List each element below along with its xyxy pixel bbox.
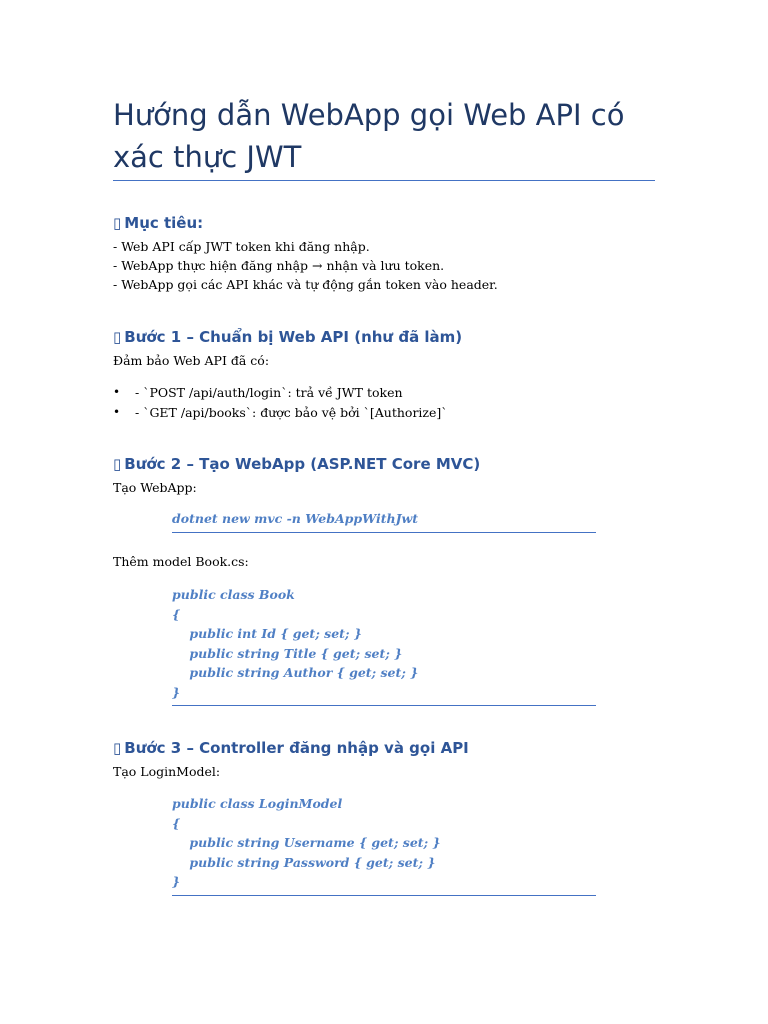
code-line: public string Password { get; set; }	[172, 854, 436, 870]
list-item-text: - `GET /api/books`: được bảo vệ bởi `[Authorize]`	[135, 404, 448, 420]
code-line: }	[172, 874, 181, 889]
step2-heading-text: Bước 2 – Tạo WebApp (ASP.NET Core MVC)	[124, 455, 481, 473]
missing-glyph-icon: ▯	[113, 455, 122, 473]
code-line: public class Book	[172, 587, 295, 602]
missing-glyph-icon: ▯	[113, 328, 122, 346]
step2-model-intro: Thêm model Book.cs:	[113, 554, 249, 569]
goal-line: - Web API cấp JWT token khi đăng nhập.	[113, 239, 370, 254]
code-line: public int Id { get; set; }	[172, 626, 362, 641]
code-block-book-model	[172, 585, 596, 706]
step1-heading	[113, 328, 462, 346]
step2-intro: Tạo WebApp:	[113, 480, 197, 495]
goal-line: - WebApp gọi các API khác và tự động gắn token vào header.	[113, 277, 498, 292]
goal-line: - WebApp thực hiện đăng nhập → nhận và lưu token.	[113, 258, 445, 273]
code-block-create-webapp	[172, 509, 596, 533]
step3-heading-text: Bước 3 – Controller đăng nhập và gọi API	[124, 739, 469, 757]
code-line: public string Username { get; set; }	[172, 835, 441, 850]
code-line: {	[172, 606, 181, 622]
goal-heading-text: Mục tiêu:	[124, 214, 204, 232]
step1-heading-text: Bước 1 – Chuẩn bị Web API (như đã làm)	[124, 328, 463, 346]
code-line: }	[172, 684, 181, 700]
step3-intro: Tạo LoginModel:	[113, 764, 221, 779]
list-item-text: - `POST /api/auth/login`: trả về JWT token	[135, 385, 403, 400]
code-line: dotnet new mvc -n WebAppWithJwt	[172, 511, 419, 526]
missing-glyph-icon: ▯	[113, 214, 122, 232]
bullet-icon: •	[113, 385, 121, 399]
step1-bullet-list	[113, 383, 448, 422]
code-line: {	[172, 815, 181, 831]
step1-intro: Đảm bảo Web API đã có:	[113, 353, 270, 368]
document-title: Hướng dẫn WebApp gọi Web API có xác thực JWT	[113, 98, 625, 174]
goal-heading	[113, 214, 203, 232]
code-line: public string Title { get; set; }	[172, 645, 403, 661]
list-item	[113, 383, 448, 403]
code-line: public string Author { get; set; }	[172, 665, 419, 680]
step3-heading	[113, 739, 469, 757]
list-item	[113, 403, 448, 423]
title-underline	[113, 180, 655, 181]
code-block-login-model	[172, 794, 596, 896]
step2-heading	[113, 455, 480, 473]
missing-glyph-icon: ▯	[113, 739, 122, 757]
code-line: public class LoginModel	[172, 796, 343, 811]
bullet-icon: •	[113, 404, 121, 419]
